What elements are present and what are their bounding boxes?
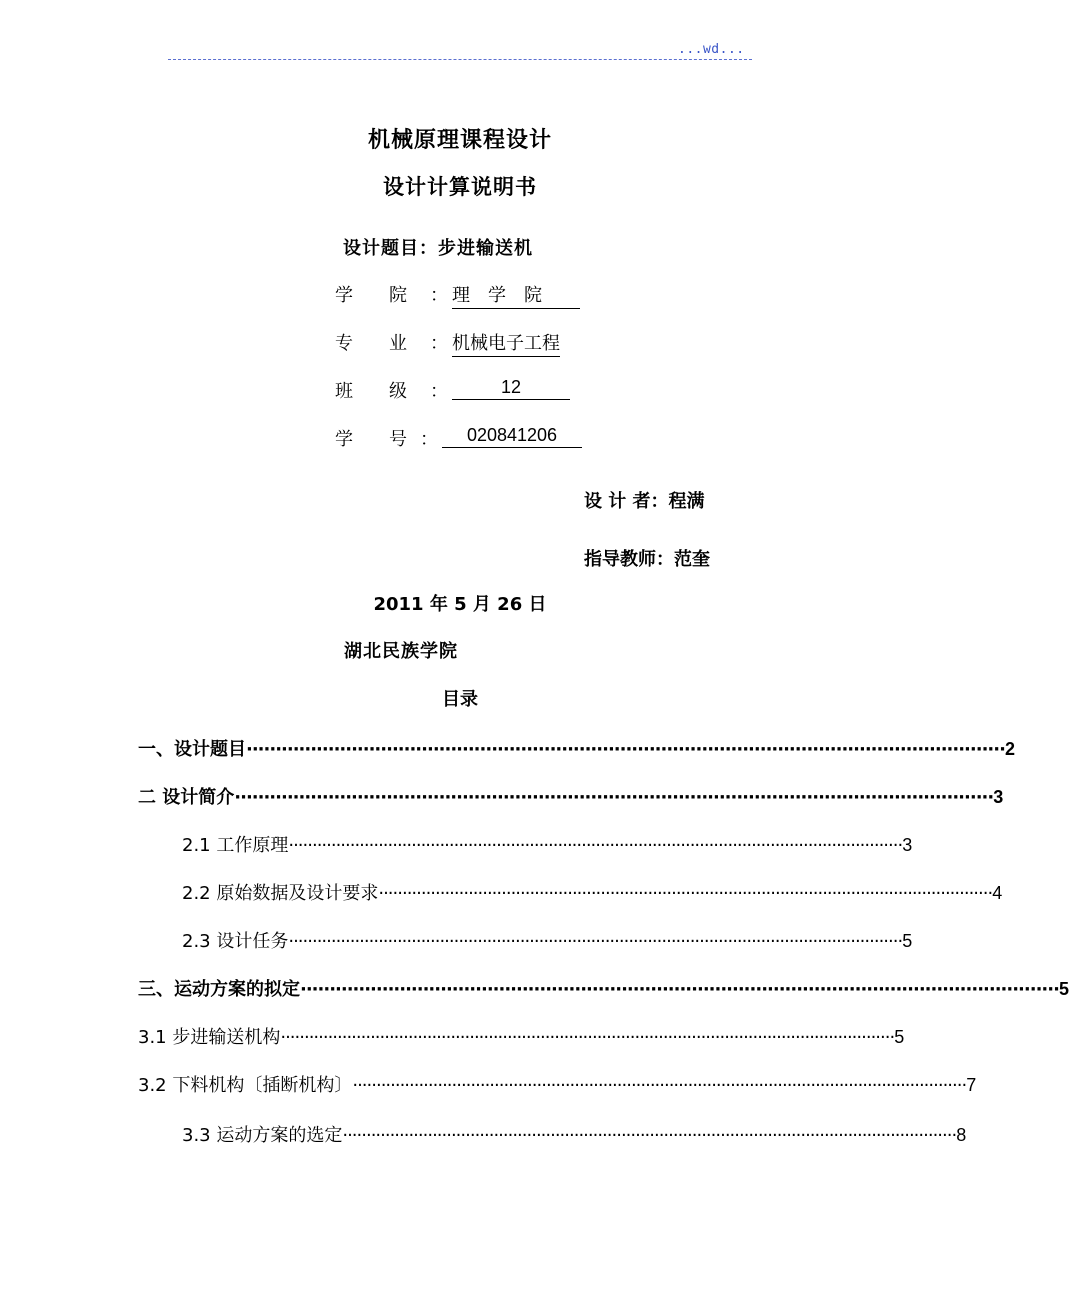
toc-entry-label: 2.3 设计任务 — [182, 931, 289, 952]
toc-leader-dots: ·································································································································· — [352, 1075, 967, 1096]
header-rule — [168, 59, 752, 60]
field-value-student-id: 020841206 — [442, 425, 582, 448]
field-label-college: 学 院 — [335, 285, 407, 306]
toc-entry[interactable] — [182, 1121, 967, 1147]
header-text: ...wd... — [678, 42, 745, 57]
document-subtitle: 设计计算说明书 — [383, 175, 537, 199]
toc-leader-dots: ·································································································································· — [300, 979, 1059, 1000]
toc-entry[interactable] — [138, 735, 1015, 761]
toc-entry-page: 2 — [1004, 739, 1015, 759]
toc-leader-dots: ·································································································································· — [246, 739, 1005, 760]
toc-leader-dots: ·································································································································· — [288, 835, 903, 856]
toc-leader-dots: ·································································································································· — [280, 1027, 895, 1048]
toc-entry-page: 5 — [1058, 979, 1069, 999]
field-label-major: 专 业 — [335, 333, 407, 354]
advisor-line: 指导教师：范奎 — [584, 549, 710, 570]
toc-entry[interactable] — [182, 831, 913, 857]
toc-entry-page: 8 — [956, 1125, 967, 1145]
field-value-major: 机械电子工程 — [452, 329, 560, 357]
designer-line: 设 计 者：程满 — [584, 491, 705, 512]
toc-entry-page: 3 — [993, 787, 1004, 807]
field-label-student-id: 学 号 — [335, 429, 407, 450]
toc-entry[interactable] — [138, 1023, 905, 1049]
toc-entry-label: 3.1 步进输送机构 — [138, 1027, 281, 1048]
toc-entry-page: 5 — [902, 931, 913, 951]
field-colon: ： — [430, 285, 448, 306]
toc-entry-page: 3 — [902, 835, 913, 855]
toc-entry[interactable] — [138, 783, 1004, 809]
toc-entry[interactable] — [182, 927, 913, 953]
toc-entry-label: 3.2 下料机构〔插断机构〕 — [138, 1075, 353, 1096]
toc-entry-label: 2.2 原始数据及设计要求 — [182, 883, 379, 904]
field-colon: ： — [430, 381, 448, 402]
field-colon: ： — [430, 333, 448, 354]
toc-leader-dots: ·································································································································· — [342, 1125, 957, 1146]
toc-entry-page: 4 — [992, 883, 1003, 903]
toc-leader-dots: ·································································································································· — [378, 883, 993, 904]
toc-entry[interactable] — [182, 879, 1003, 905]
toc-entry[interactable] — [138, 975, 1069, 1001]
field-value-class: 12 — [452, 377, 570, 400]
toc-entry-label: 一、设计题目 — [138, 739, 246, 760]
toc-entry-page: 7 — [966, 1075, 977, 1095]
field-label-class: 班 级 — [335, 381, 407, 402]
document-date: 2011 年 5 月 26 日 — [373, 594, 547, 615]
toc-entry-label: 三、运动方案的拟定 — [138, 979, 300, 1000]
toc-entry[interactable] — [138, 1071, 977, 1097]
toc-entry-label: 2.1 工作原理 — [182, 835, 289, 856]
toc-leader-dots: ·································································································································· — [288, 931, 903, 952]
field-value-college: 理 学 院 — [452, 281, 580, 309]
document-title: 机械原理课程设计 — [367, 128, 552, 153]
toc-entry-label: 3.3 运动方案的选定 — [182, 1125, 343, 1146]
toc-entry-label: 二 设计简介 — [138, 787, 235, 808]
toc-entry-page: 5 — [894, 1027, 905, 1047]
toc-title: 目录 — [442, 689, 478, 710]
field-colon: ： — [420, 429, 438, 450]
school-name: 湖北民族学院 — [344, 641, 458, 662]
design-topic: 设计题目：步进输送机 — [343, 238, 533, 259]
toc-leader-dots: ·································································································································· — [234, 787, 994, 808]
